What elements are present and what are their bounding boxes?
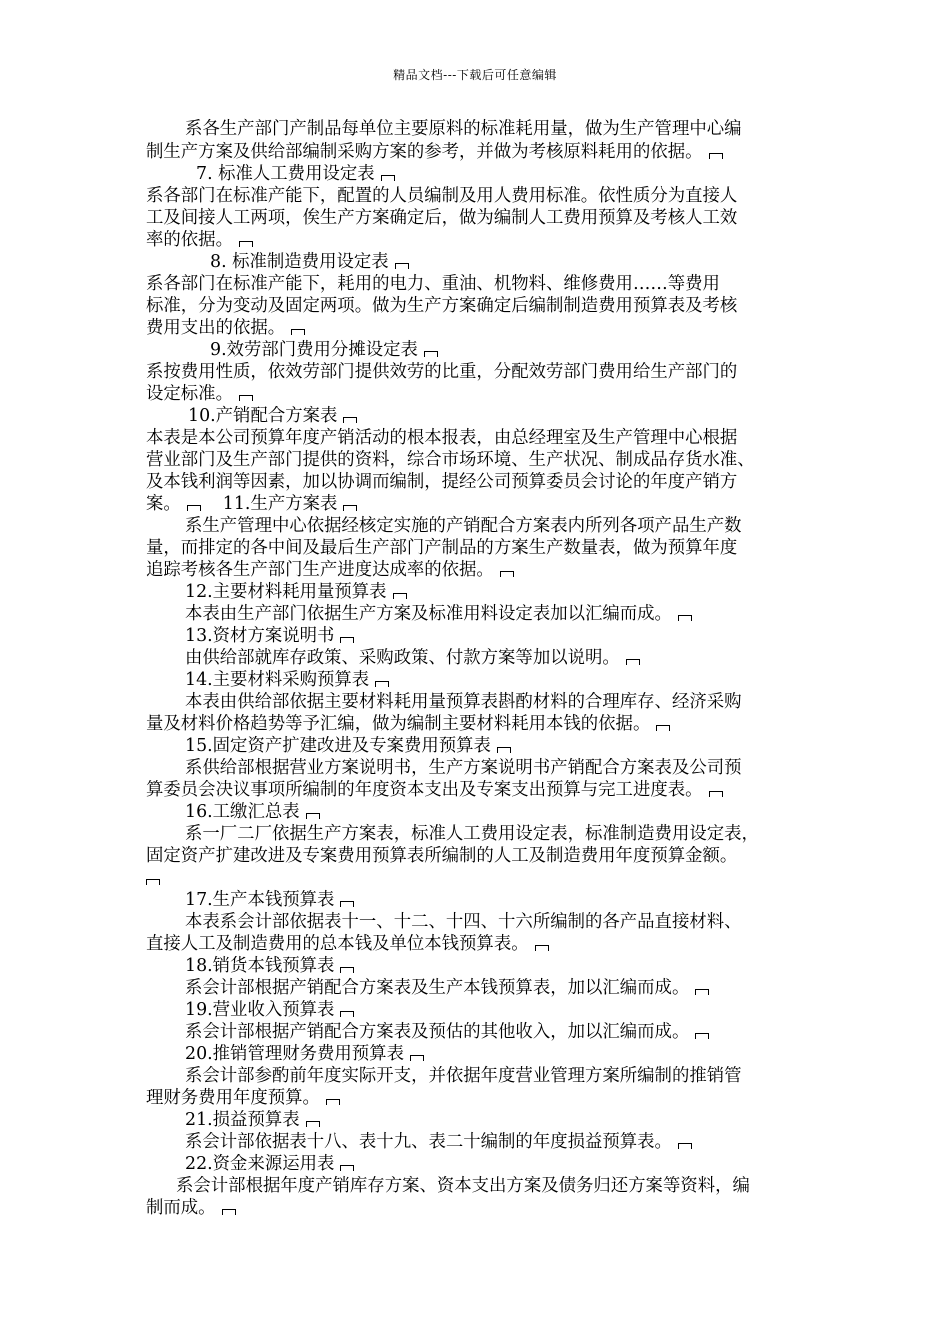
- text-line: 20.推销管理财务费用预算表: [185, 1043, 424, 1065]
- text-line: 系会计部根据产销配合方案表及生产本钱预算表，加以汇编而成。: [185, 977, 709, 999]
- page-header: 精品文档---下载后可任意编辑: [393, 68, 557, 82]
- text-line: 本表系会计部依据表十一、十二、十四、十六所编制的各产品直接材料、: [185, 912, 742, 932]
- paragraph-mark-icon: [291, 329, 305, 335]
- text-line: 费用支出的依据。: [146, 317, 305, 339]
- text-line: 14.主要材料采购预算表: [185, 669, 389, 691]
- text-line: 系会计部根据产销配合方案表及预估的其他收入，加以汇编而成。: [185, 1021, 709, 1043]
- text-line: 10.产销配合方案表: [188, 405, 357, 427]
- paragraph-mark-icon: [343, 505, 357, 511]
- paragraph-mark-icon: [626, 659, 640, 665]
- paragraph-mark-icon: [656, 725, 670, 731]
- text-line: 系各生产部门产制品每单位主要原料的标准耗用量，做为生产管理中心编: [185, 119, 742, 139]
- paragraph-mark-icon: [695, 989, 709, 995]
- paragraph-mark-icon: [695, 1033, 709, 1039]
- text-line: 固定资产扩建改进及专案费用预算表所编制的人工及制造费用年度预算金额。: [146, 846, 738, 866]
- text-line: 本表由供给部依据主要材料耗用量预算表斟酌材料的合理库存、经济采购: [185, 692, 742, 712]
- text-line: 直接人工及制造费用的总本钱及单位本钱预算表。: [146, 933, 549, 955]
- text-line: 系会计部依据表十八、表十九、表二十编制的年度损益预算表。: [185, 1131, 692, 1153]
- text-line: 7. 标准人工费用设定表: [196, 163, 395, 185]
- paragraph-mark-icon: [340, 637, 354, 643]
- text-line: 标准，分为变动及固定两项。做为生产方案确定后编制制造费用预算表及考核: [146, 296, 738, 316]
- paragraph-mark-icon: [709, 791, 723, 797]
- paragraph-mark-icon: [375, 681, 389, 687]
- text-line: 系一厂二厂依据生产方案表，标准人工费用设定表，标准制造费用设定表，: [185, 824, 759, 844]
- paragraph-mark-icon: [239, 241, 253, 247]
- text-line: 制而成。: [146, 1197, 236, 1219]
- text-line: 21.损益预算表: [185, 1109, 320, 1131]
- text-line: 追踪考核各生产部门生产进度达成率的依据。: [146, 559, 514, 581]
- text-line: 本表是本公司预算年度产销活动的根本报表，由总经理室及生产管理中心根据: [146, 428, 738, 448]
- paragraph-mark-icon: [678, 1143, 692, 1149]
- text-line: 18.销货本钱预算表: [185, 955, 354, 977]
- text-line: 量及材料价格趋势等予汇编，做为编制主要材料耗用本钱的依据。: [146, 713, 670, 735]
- text-line: 12.主要材料耗用量预算表: [185, 581, 407, 603]
- text-line: 系各部门在标准产能下，配置的人员编制及用人费用标准。依性质分为直接人: [146, 186, 738, 206]
- paragraph-mark-icon: [381, 175, 395, 181]
- paragraph-mark-icon: [343, 417, 357, 423]
- text-line: 由供给部就库存政策、采购政策、付款方案等加以说明。: [185, 647, 640, 669]
- text-line: 系各部门在标准产能下，耗用的电力、重油、机物料、维修费用……等费用: [146, 274, 720, 294]
- text-line: 算委员会决议事项所编制的年度资本支出及专案支出预算与完工进度表。: [146, 779, 723, 801]
- paragraph-mark-icon: [340, 901, 354, 907]
- paragraph-mark-icon: [326, 1099, 340, 1105]
- text-line: [146, 867, 160, 889]
- paragraph-mark-icon: [306, 1121, 320, 1127]
- text-line: 设定标准。: [146, 383, 253, 405]
- text-line: 9.效劳部门费用分摊设定表: [210, 339, 438, 361]
- paragraph-mark-icon: [306, 813, 320, 819]
- text-line: 营业部门及生产部门提供的资料，综合市场环境、生产状况、制成品存货水准、: [146, 450, 755, 470]
- text-line: 案。 11.生产方案表: [146, 493, 357, 515]
- text-line: 理财务费用年度预算。: [146, 1087, 340, 1109]
- paragraph-mark-icon: [146, 879, 160, 885]
- paragraph-mark-icon: [709, 153, 723, 159]
- text-line: 8. 标准制造费用设定表: [210, 251, 409, 273]
- text-line: 量，而排定的各中间及最后生产部门产制品的方案生产数量表，做为预算年度: [146, 538, 738, 558]
- text-line: 系会计部根据年度产销库存方案、资本支出方案及债务归还方案等资料，编: [176, 1176, 750, 1196]
- text-line: 系供给部根据营业方案说明书，生产方案说明书产销配合方案表及公司预: [185, 758, 742, 778]
- paragraph-mark-icon: [497, 747, 511, 753]
- paragraph-mark-icon: [222, 1209, 236, 1215]
- text-line: 工及间接人工两项，俟生产方案确定后，做为编制人工费用预算及考核人工效: [146, 208, 738, 228]
- text-line: 13.资材方案说明书: [185, 625, 354, 647]
- text-line: 制生产方案及供给部编制采购方案的参考，并做为考核原料耗用的依据。: [146, 141, 723, 163]
- text-line: 22.资金来源运用表: [185, 1153, 354, 1175]
- text-line: 系生产管理中心依据经核定实施的产销配合方案表内所列各项产品生产数: [185, 516, 742, 536]
- paragraph-mark-icon: [393, 593, 407, 599]
- text-line: 16.工缴汇总表: [185, 801, 320, 823]
- text-line: 19.营业收入预算表: [185, 999, 354, 1021]
- paragraph-mark-icon: [340, 1165, 354, 1171]
- text-line: 15.固定资产扩建改进及专案费用预算表: [185, 735, 511, 757]
- paragraph-mark-icon: [424, 351, 438, 357]
- text-line: 系按费用性质，依效劳部门提供效劳的比重，分配效劳部门费用给生产部门的: [146, 362, 738, 382]
- paragraph-mark-icon: [340, 1011, 354, 1017]
- paragraph-mark-icon: [340, 967, 354, 973]
- paragraph-mark-icon: [678, 615, 692, 621]
- paragraph-mark-icon: [500, 571, 514, 577]
- paragraph-mark-icon: [239, 395, 253, 401]
- text-line: 系会计部参酌前年度实际开支，并依据年度营业管理方案所编制的推销管: [185, 1066, 742, 1086]
- text-line: 17.生产本钱预算表: [185, 889, 354, 911]
- paragraph-mark-icon: [187, 505, 201, 511]
- paragraph-mark-icon: [395, 263, 409, 269]
- paragraph-mark-icon: [410, 1055, 424, 1061]
- text-line: 率的依据。: [146, 229, 253, 251]
- text-line: 及本钱利润等因素，加以协调而编制，提经公司预算委员会讨论的年度产销方: [146, 472, 738, 492]
- paragraph-mark-icon: [535, 945, 549, 951]
- text-line: 本表由生产部门依据生产方案及标准用料设定表加以汇编而成。: [185, 603, 692, 625]
